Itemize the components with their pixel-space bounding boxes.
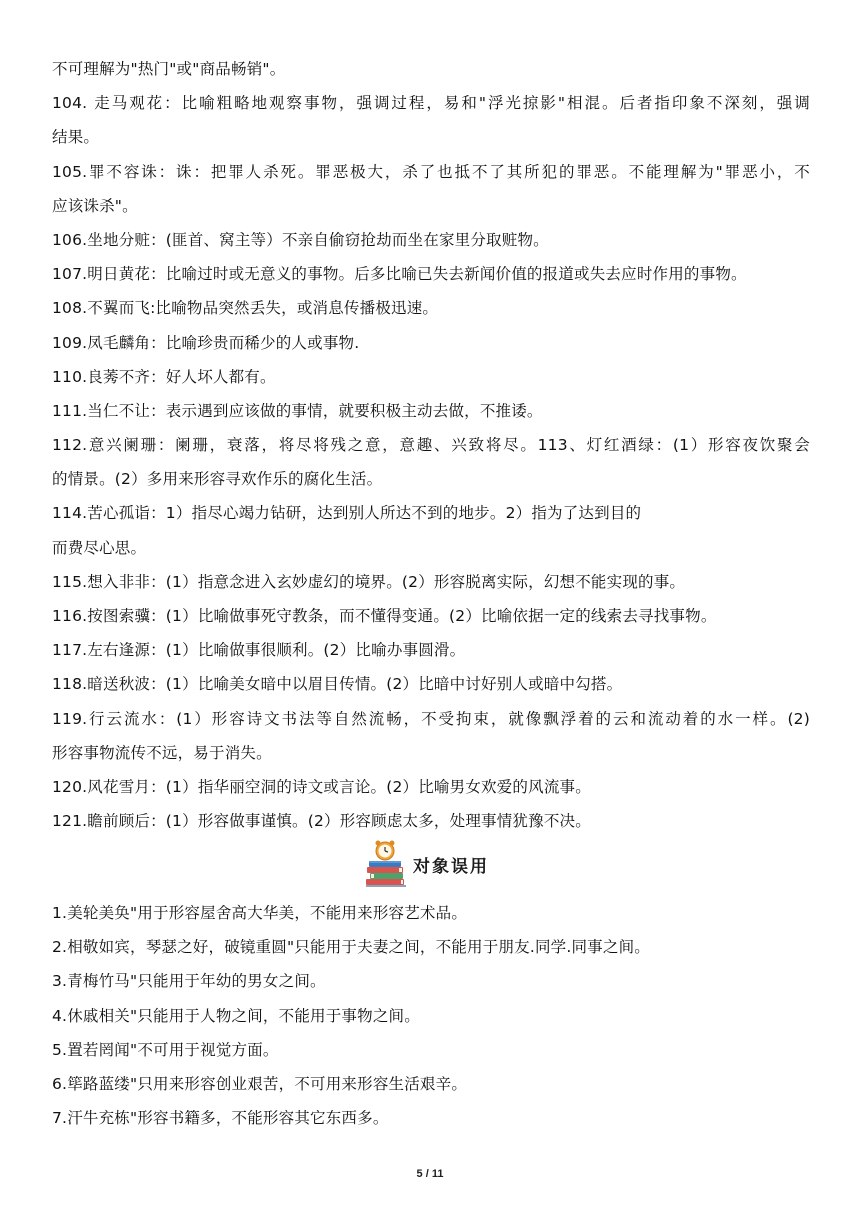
text-line: 114.苦心孤诣：1）指尽心竭力钻研，达到别人所达不到的地步。2）指为了达到目的 bbox=[52, 504, 642, 523]
text-line: 110.良莠不齐：好人坏人都有。 bbox=[52, 367, 276, 386]
text-line: 4.休戚相关"只能用于人物之间，不能用于事物之间。 bbox=[52, 1006, 420, 1025]
books-clock-icon bbox=[363, 838, 409, 888]
text-line: 1.美轮美奂"用于形容屋舍高大华美，不能用来形容艺术品。 bbox=[52, 904, 468, 922]
text-line: 121.瞻前顾后：(1）形容做事谨慎。(2）形容顾虑太多，处理事情犹豫不决。 bbox=[52, 812, 591, 831]
text-line: 结果。 bbox=[52, 128, 100, 147]
text-line: 112.意兴阑珊：阑珊，衰落，将尽将残之意，意趣、兴致将尽。113、灯红酒绿：(1）形容夜饮聚会 bbox=[52, 436, 810, 455]
text-line: 应该诛杀"。 bbox=[52, 196, 138, 215]
text-line: 5.置若罔闻"不可用于视觉方面。 bbox=[52, 1040, 279, 1059]
section-header bbox=[363, 838, 513, 888]
text-line: 111.当仁不让：表示遇到应该做的事情，就要积极主动去做，不推诿。 bbox=[52, 401, 543, 420]
text-line: 117.左右逢源：(1）比喻做事很顺利。(2）比喻办事圆滑。 bbox=[52, 641, 466, 660]
text-line: 116.按图索骥：(1）比喻做事死守教条，而不懂得变通。(2）比喻依据一定的线索去寻找事物。 bbox=[52, 607, 717, 625]
text-line: 106.坐地分赃：(匪首、窝主等）不亲自偷窃抢劫而坐在家里分取赃物。 bbox=[52, 230, 549, 249]
text-line: 118.暗送秋波：(1）比喻美女暗中以眉目传情。(2）比暗中讨好别人或暗中勾搭。 bbox=[52, 675, 623, 694]
text-line: 108.不翼而飞:比喻物品突然丢失，或消息传播极迅速。 bbox=[52, 299, 439, 318]
text-line: 104. 走马观花：比喻粗略地观察事物，强调过程，易和"浮光掠影"相混。后者指印象不深刻，强调 bbox=[52, 94, 810, 113]
text-line: 3.青梅竹马"只能用于年幼的男女之间。 bbox=[52, 972, 326, 991]
document-body-bottom bbox=[52, 896, 810, 1135]
text-line: 7.汗牛充栋"形容书籍多，不能形容其它东西多。 bbox=[52, 1109, 389, 1128]
text-line: 107.明日黄花：比喻过时或无意义的事物。后多比喻已失去新闻价值的报道或失去应时作用的事物。 bbox=[52, 265, 747, 284]
document-body-top bbox=[52, 52, 810, 838]
text-line: 的情景。(2）多用来形容寻欢作乐的腐化生活。 bbox=[52, 470, 383, 489]
page-number: 5 / 11 bbox=[416, 1168, 444, 1180]
text-line: 而费尽心思。 bbox=[52, 538, 147, 557]
section-title: 对象误用 bbox=[413, 857, 489, 877]
text-line: 115.想入非非：(1）指意念进入玄妙虚幻的境界。(2）形容脱离实际，幻想不能实现的事。 bbox=[52, 572, 686, 591]
text-line: 109.凤毛麟角：比喻珍贵而稀少的人或事物. bbox=[52, 333, 360, 352]
text-line: 2.相敬如宾，琴瑟之好，破镜重圆"只能用于夫妻之间，不能用于朋友.同学.同事之间。 bbox=[52, 938, 650, 957]
text-line: 120.风花雪月：(1）指华丽空洞的诗文或言论。(2）比喻男女欢爱的风流事。 bbox=[52, 777, 591, 796]
text-line: 119.行云流水：(1）形容诗文书法等自然流畅，不受拘束，就像飘浮着的云和流动着的水一样。(2) bbox=[52, 709, 810, 728]
text-line: 6.筚路蓝缕"只用来形容创业艰苦，不可用来形容生活艰辛。 bbox=[52, 1074, 468, 1093]
text-line: 105.罪不容诛：诛：把罪人杀死。罪恶极大，杀了也抵不了其所犯的罪恶。不能理解为"罪恶小，不 bbox=[52, 162, 810, 181]
text-line: 不可理解为"热门"或"商品畅销"。 bbox=[52, 60, 286, 78]
text-line: 形容事物流传不远，易于消失。 bbox=[52, 743, 272, 762]
